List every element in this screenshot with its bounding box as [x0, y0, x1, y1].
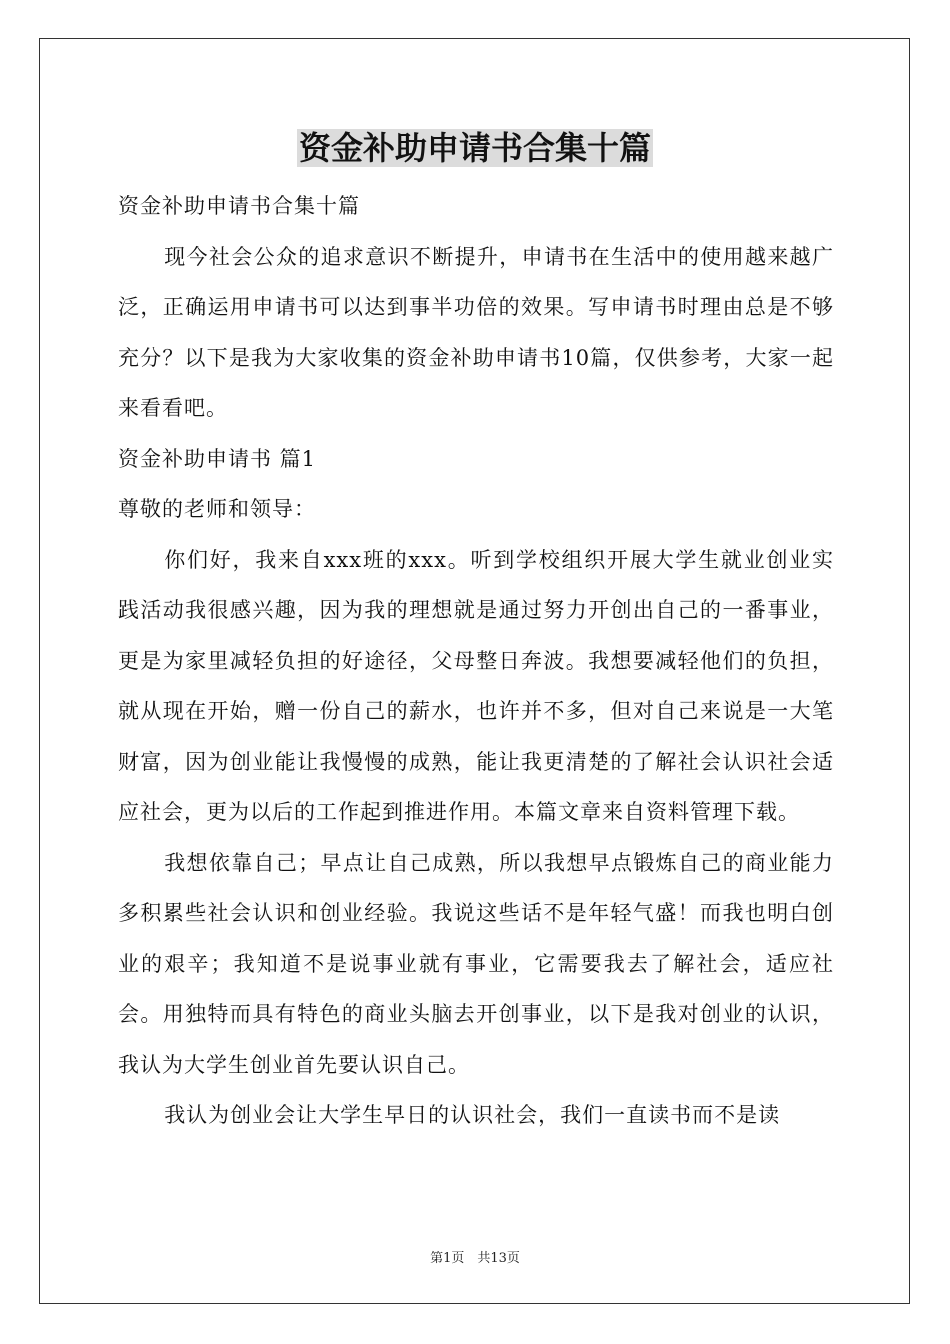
- paragraph-subtitle: 资金补助申请书合集十篇: [118, 194, 360, 218]
- paragraph-body: 你们好，我来自xxx班的xxx。听到学校组织开展大学生就业创业实践活动我很感兴趣，因为我的理想就是通过努力开创出自己的一番事业，更是为家里减轻负担的好途径，父母整日奔波。我想要减轻他们的负担，就从现在开始，赠一份自己的薪水，也许并不多，但对自己来说是一大笔财富，因为创业能让我慢慢的成熟，能让我更清楚的了解社会认识社会适应社会，更为以后的工作起到推进作用。本篇文章来自资料管理下载。: [118, 547, 834, 824]
- paragraph-body: 我想依靠自己；早点让自己成熟，所以我想早点锻炼自己的商业能力多积累些社会认识和创业经验。我说这些话不是年轻气盛！而我也明白创业的艰辛；我知道不是说事业就有事业，它需要我去了解社会，适应社会。用独特而具有特色的商业头脑去开创事业，以下是我对创业的认识，我认为大学生创业首先要认识自己。: [118, 850, 834, 1077]
- salutation: 尊敬的老师和领导：: [118, 497, 316, 521]
- document-title-text: 资金补助申请书合集十篇: [298, 129, 651, 167]
- page-footer: [0, 1247, 950, 1266]
- document-title: [0, 126, 950, 170]
- section-heading: 资金补助申请书 篇1: [118, 446, 317, 471]
- document-body: [118, 181, 834, 1141]
- paragraph-intro: 现今社会公众的追求意识不断提升，申请书在生活中的使用越来越广泛，正确运用申请书可以达到事半功倍的效果。写申请书时理由总是不够充分？以下是我为大家收集的资金补助申请书10篇，仅供参考，大家一起来看看吧。: [118, 244, 834, 420]
- page-number: 第1页 共13页: [430, 1251, 520, 1266]
- paragraph-body: 我认为创业会让大学生早日的认识社会，我们一直读书而不是读: [164, 1103, 781, 1127]
